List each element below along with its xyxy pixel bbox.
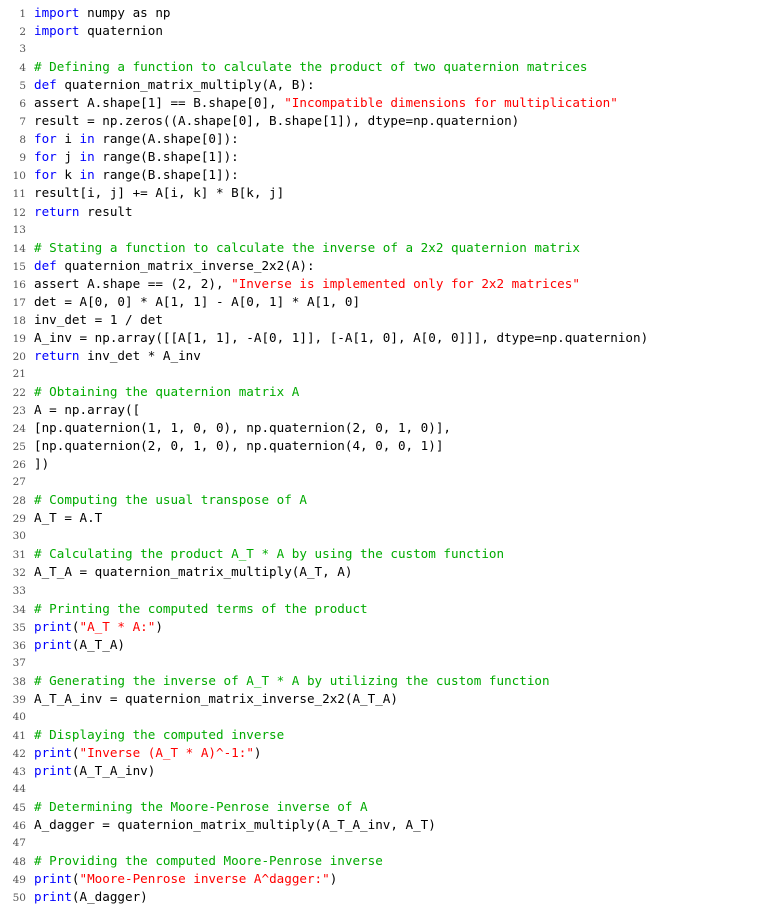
- code-token-plain: range(B.shape[1]):: [94, 167, 239, 183]
- line-number: 47: [12, 837, 26, 850]
- code-token-kw: print: [34, 871, 72, 887]
- code-line[interactable]: [0, 76, 777, 94]
- code-line[interactable]: [0, 40, 777, 58]
- line-number: 26: [12, 459, 26, 472]
- line-number: 39: [12, 693, 26, 706]
- line-number: 5: [19, 80, 26, 93]
- code-token-plain: result = np.zeros((A.shape[0], B.shape[1]), dtype=np.quaternion): [34, 113, 520, 129]
- code-line[interactable]: [0, 239, 777, 257]
- code-token-kw: in: [79, 167, 95, 183]
- code-line[interactable]: [0, 329, 777, 347]
- line-number: 33: [12, 584, 26, 597]
- code-line[interactable]: [0, 4, 777, 22]
- code-line[interactable]: [0, 347, 777, 365]
- code-token-plain: (: [71, 744, 80, 760]
- code-line[interactable]: [0, 762, 777, 780]
- code-text: [34, 94, 618, 112]
- line-number: 2: [19, 26, 26, 39]
- code-token-kw: print: [34, 618, 72, 634]
- code-token-cmt: # Stating a function to calculate the inverse of a 2x2 quaternion matrix: [34, 239, 580, 255]
- line-number: 13: [12, 223, 26, 236]
- code-token-plain: (: [71, 871, 80, 887]
- code-line[interactable]: [0, 582, 777, 600]
- code-line[interactable]: [0, 221, 777, 239]
- line-number: 4: [19, 62, 26, 75]
- code-token-plain: result[i, j] += A[i, k] * B[k, j]: [34, 185, 285, 201]
- code-token-plain: (: [71, 618, 80, 634]
- code-line[interactable]: [0, 491, 777, 509]
- line-number: 45: [12, 802, 26, 815]
- code-text: [34, 347, 201, 365]
- code-token-kw: print: [34, 889, 72, 905]
- code-line[interactable]: [0, 148, 777, 166]
- code-line[interactable]: [0, 834, 777, 852]
- code-token-plain: result: [79, 203, 133, 219]
- code-line[interactable]: [0, 112, 777, 130]
- code-token-kw: for: [34, 131, 57, 147]
- code-text: [34, 329, 648, 347]
- code-token-cmt: # Generating the inverse of A_T * A by utilizing the custom function: [34, 672, 550, 688]
- code-line[interactable]: [0, 130, 777, 148]
- code-line[interactable]: [0, 58, 777, 76]
- line-number: 50: [12, 892, 26, 905]
- code-token-plain: assert A.shape == (2, 2),: [34, 275, 232, 291]
- line-number: 25: [12, 441, 26, 454]
- code-text: [34, 130, 239, 148]
- code-token-plain: ): [329, 871, 338, 887]
- code-line[interactable]: [0, 419, 777, 437]
- code-token-kw: in: [79, 131, 95, 147]
- code-text: [34, 239, 580, 257]
- code-token-plain: (A_dagger): [71, 889, 148, 905]
- code-text: [34, 870, 337, 888]
- code-text: [34, 618, 163, 636]
- code-line[interactable]: [0, 852, 777, 870]
- line-number: 14: [12, 242, 26, 255]
- line-number: 24: [12, 423, 26, 436]
- code-text: [34, 112, 519, 130]
- line-number: 16: [12, 278, 26, 291]
- code-text: [34, 545, 504, 563]
- code-line[interactable]: [0, 672, 777, 690]
- code-line[interactable]: [0, 365, 777, 383]
- code-token-cmt: # Providing the computed Moore-Penrose inverse: [34, 853, 383, 869]
- code-line[interactable]: [0, 94, 777, 112]
- line-number: 46: [12, 820, 26, 833]
- line-number: 22: [12, 386, 26, 399]
- code-line[interactable]: [0, 798, 777, 816]
- code-text: [34, 257, 315, 275]
- code-token-plain: ]): [34, 456, 50, 472]
- line-number: 29: [12, 513, 26, 526]
- line-number: 27: [12, 476, 26, 489]
- code-text: [34, 455, 49, 473]
- line-number: 17: [12, 296, 26, 309]
- code-line[interactable]: [0, 636, 777, 654]
- code-text: [34, 4, 171, 22]
- code-token-cmt: # Obtaining the quaternion matrix A: [34, 383, 300, 399]
- code-text: [34, 672, 550, 690]
- code-token-plain: (A_T_A_inv): [71, 762, 156, 778]
- code-token-kw: for: [34, 149, 57, 165]
- code-line[interactable]: [0, 726, 777, 744]
- line-number: 36: [12, 639, 26, 652]
- code-token-cmt: # Determining the Moore-Penrose inverse of A: [34, 799, 368, 815]
- code-token-kw: return: [34, 203, 80, 219]
- line-number: 7: [19, 116, 26, 129]
- code-token-cmt: # Calculating the product A_T * A by using the custom function: [34, 546, 505, 562]
- code-line[interactable]: [0, 509, 777, 527]
- code-text: [34, 184, 284, 202]
- code-token-kw: print: [34, 636, 72, 652]
- code-text: [34, 636, 125, 654]
- code-token-plain: A_T_A_inv = quaternion_matrix_inverse_2x2(A_T_A): [34, 690, 398, 706]
- code-token-str: "Inverse (A_T * A)^-1:": [79, 744, 254, 760]
- line-number: 40: [12, 710, 26, 723]
- code-text: [34, 762, 155, 780]
- line-number: 43: [12, 765, 26, 778]
- code-token-cmt: # Displaying the computed inverse: [34, 726, 285, 742]
- line-number: 48: [12, 856, 26, 869]
- code-line[interactable]: [0, 618, 777, 636]
- code-text: [34, 744, 262, 762]
- code-line[interactable]: [0, 383, 777, 401]
- line-number: 15: [12, 260, 26, 273]
- code-text: [34, 76, 315, 94]
- code-token-cmt: # Defining a function to calculate the product of two quaternion matrices: [34, 59, 588, 75]
- code-line[interactable]: [0, 690, 777, 708]
- line-number: 41: [12, 729, 26, 742]
- code-token-plain: k: [56, 167, 80, 183]
- code-line[interactable]: [0, 888, 777, 906]
- code-text: [34, 419, 451, 437]
- code-token-plain: A_T_A = quaternion_matrix_multiply(A_T, A): [34, 564, 353, 580]
- code-line[interactable]: [0, 401, 777, 419]
- line-number: 6: [19, 98, 26, 111]
- line-number: 30: [12, 530, 26, 543]
- code-text: [34, 293, 360, 311]
- code-token-kw: import: [34, 5, 80, 20]
- code-line[interactable]: [0, 870, 777, 888]
- code-line[interactable]: [0, 293, 777, 311]
- line-number: 42: [12, 747, 26, 760]
- code-token-plain: assert A.shape[1] == B.shape[0],: [34, 95, 285, 111]
- code-text: [34, 509, 102, 527]
- code-text: [34, 58, 588, 76]
- code-line[interactable]: [0, 654, 777, 672]
- code-line[interactable]: [0, 275, 777, 293]
- code-token-plain: ): [253, 744, 262, 760]
- code-text: [34, 491, 307, 509]
- code-token-kw: import: [34, 23, 80, 39]
- code-token-plain: A_dagger = quaternion_matrix_multiply(A_T_A_inv, A_T): [34, 817, 436, 833]
- code-line[interactable]: [0, 473, 777, 491]
- code-text: [34, 600, 368, 618]
- code-token-kw: print: [34, 762, 72, 778]
- code-token-kw: return: [34, 347, 80, 363]
- code-token-kw: print: [34, 744, 72, 760]
- line-number: 49: [12, 874, 26, 887]
- code-token-plain: j: [56, 149, 80, 165]
- code-line[interactable]: [0, 780, 777, 798]
- code-token-plain: quaternion_matrix_inverse_2x2(A):: [56, 257, 315, 273]
- code-line[interactable]: [0, 166, 777, 184]
- code-text: [34, 148, 239, 166]
- line-number: 20: [12, 350, 26, 363]
- code-token-plain: (A_T_A): [71, 636, 125, 652]
- code-token-plain: inv_det = 1 / det: [34, 311, 163, 327]
- line-number: 12: [12, 206, 26, 219]
- code-token-str: "A_T * A:": [79, 618, 156, 634]
- code-token-plain: quaternion: [79, 23, 163, 39]
- code-text: [34, 275, 580, 293]
- code-line[interactable]: [0, 203, 777, 221]
- code-token-plain: det = A[0, 0] * A[1, 1] - A[0, 1] * A[1, 0]: [34, 293, 361, 309]
- code-text: [34, 437, 443, 455]
- code-text: [34, 690, 398, 708]
- code-line[interactable]: [0, 437, 777, 455]
- code-line[interactable]: [0, 600, 777, 618]
- line-number: 9: [19, 152, 26, 165]
- code-line[interactable]: [0, 184, 777, 202]
- code-token-cmt: # Computing the usual transpose of A: [34, 492, 307, 508]
- code-token-plain: range(A.shape[0]):: [94, 131, 239, 147]
- line-number: 11: [12, 188, 26, 201]
- line-number: 19: [12, 332, 26, 345]
- line-number: 23: [12, 405, 26, 418]
- code-token-kw: def: [34, 77, 57, 93]
- code-text: [34, 311, 163, 329]
- line-number: 44: [12, 783, 26, 796]
- code-token-str: "Moore-Penrose inverse A^dagger:": [79, 871, 330, 887]
- code-token-plain: [np.quaternion(1, 1, 0, 0), np.quaternion(2, 0, 1, 0)],: [34, 420, 452, 436]
- code-token-plain: numpy as np: [79, 5, 171, 20]
- code-token-plain: inv_det * A_inv: [79, 347, 201, 363]
- code-text: [34, 22, 163, 40]
- line-number: 32: [12, 567, 26, 580]
- line-number: 28: [12, 495, 26, 508]
- line-number: 1: [19, 8, 26, 20]
- line-number: 35: [12, 621, 26, 634]
- code-line[interactable]: [0, 744, 777, 762]
- line-number: 18: [12, 314, 26, 327]
- code-line[interactable]: [0, 563, 777, 581]
- code-line[interactable]: [0, 455, 777, 473]
- code-text: [34, 383, 299, 401]
- code-token-plain: A_inv = np.array([[A[1, 1], -A[0, 1]], [-A[1, 0], A[0, 0]]], dtype=np.quaternion): [34, 329, 649, 345]
- code-line[interactable]: [0, 545, 777, 563]
- code-token-plain: i: [56, 131, 80, 147]
- line-number: 8: [19, 134, 26, 147]
- code-token-plain: quaternion_matrix_multiply(A, B):: [56, 77, 315, 93]
- code-line[interactable]: [0, 22, 777, 40]
- code-line[interactable]: [0, 311, 777, 329]
- line-number: 31: [12, 549, 26, 562]
- code-line[interactable]: [0, 816, 777, 834]
- code-token-kw: def: [34, 257, 57, 273]
- code-line[interactable]: [0, 708, 777, 726]
- line-number: 37: [12, 656, 26, 669]
- line-number: 34: [12, 603, 26, 616]
- code-token-str: "Inverse is implemented only for 2x2 matrices": [231, 275, 580, 291]
- line-number: 10: [12, 170, 26, 183]
- code-text: [34, 166, 239, 184]
- code-text: [34, 726, 284, 744]
- code-text: [34, 401, 140, 419]
- line-number: 38: [12, 675, 26, 688]
- code-text: [34, 203, 133, 221]
- code-text: [34, 816, 436, 834]
- code-token-plain: range(B.shape[1]):: [94, 149, 239, 165]
- line-number: 21: [12, 367, 26, 380]
- code-token-plain: A = np.array([: [34, 402, 141, 418]
- code-token-plain: [np.quaternion(2, 0, 1, 0), np.quaternion(4, 0, 0, 1)]: [34, 438, 444, 454]
- code-line[interactable]: [0, 527, 777, 545]
- code-token-cmt: # Printing the computed terms of the product: [34, 600, 368, 616]
- code-token-plain: ): [155, 618, 163, 634]
- code-token-str: "Incompatible dimensions for multiplication": [284, 95, 618, 111]
- code-line[interactable]: [0, 257, 777, 275]
- line-number: 3: [19, 43, 26, 56]
- code-text: [34, 798, 368, 816]
- code-token-kw: in: [79, 149, 95, 165]
- code-text: [34, 888, 148, 906]
- code-text: [34, 852, 383, 870]
- code-text: [34, 563, 352, 581]
- code-token-plain: A_T = A.T: [34, 510, 103, 526]
- code-token-kw: for: [34, 167, 57, 183]
